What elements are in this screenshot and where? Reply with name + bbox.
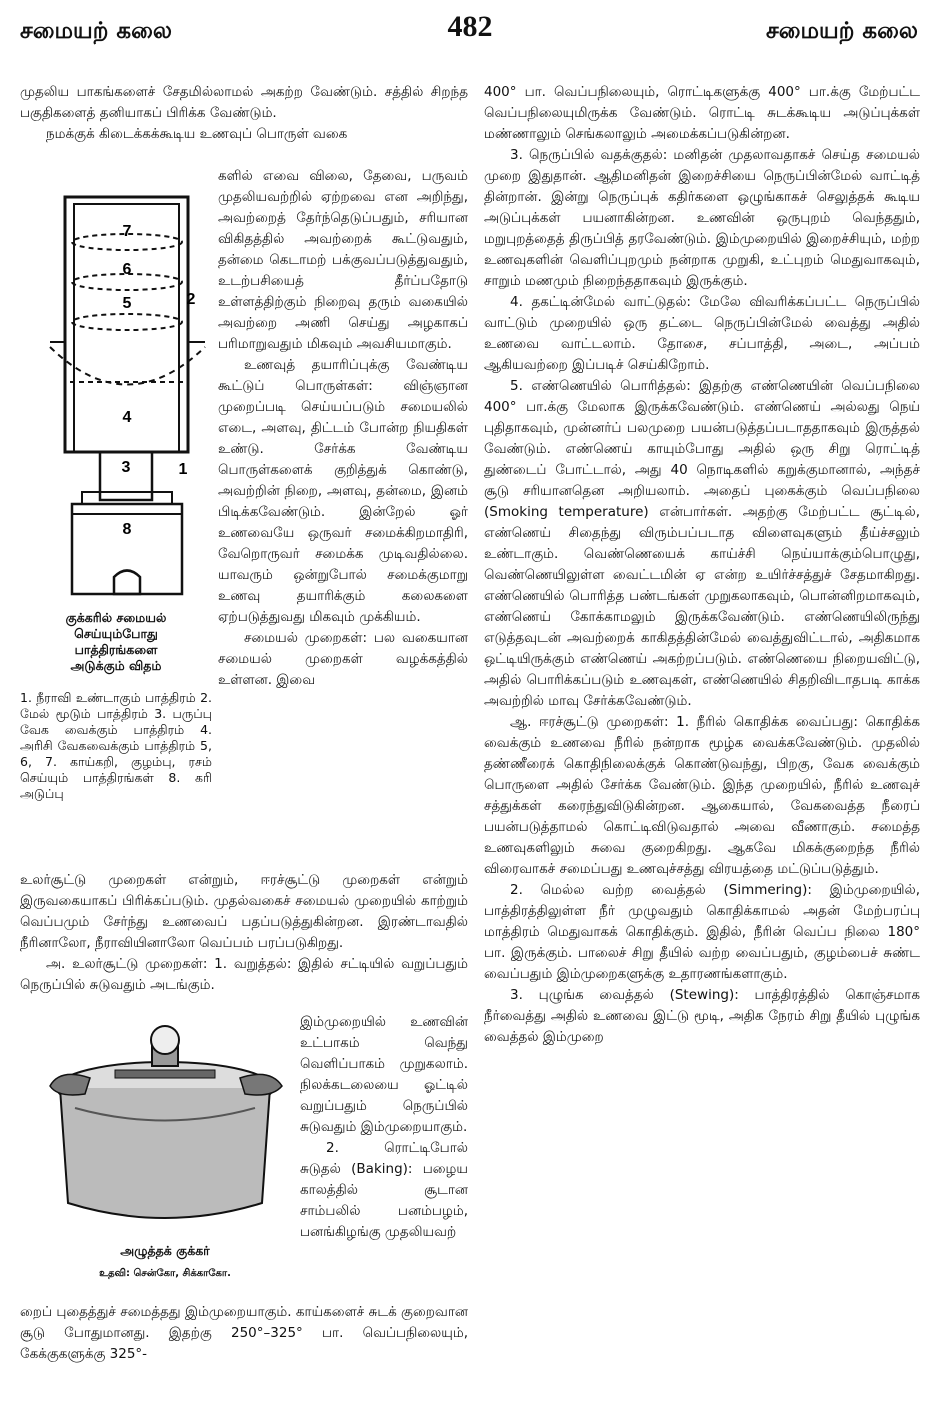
paragraph: சமையல் முறைகள்: பல வகையான சமையல் முறைகள் வழக்கத்தில் உள்ளன. இவை: [218, 630, 468, 688]
stove-opening: [114, 571, 140, 595]
left-column-bottom-text: [20, 1302, 468, 1365]
label-2: 2: [186, 291, 196, 308]
label-3: 3: [121, 459, 131, 476]
label-7: 7: [122, 223, 132, 240]
paragraph: ஆ. ஈரச்சூட்டு முறைகள்: 1. நீரில் கொதிக்க வைப்பது: கொதிக்க வைக்கும் உணவை நீரில் நன்றாக மூழ்க வைக்கவேண்டும். முதலில் தண்ணீரைக் கொதிநிலைக்குக் கொண்டுவந்து, பிறகு, வேக வைக்கும் பொருளை அதில் சேர்க்க வேண்டும். இந்த முறையில், நீரில் உணவுச் சத்துக்கள் கரைந்துவிடுகின்றன. ஆகையால், வேகவைத்த நீரைப் பயன்படுத்தாமல் கொட்டிவிடுவதால் அவை வீணாகும். சமைத்த உணவுகளிலும் சுவை குறைகிறது. ஆகவே மிகக்குறைந்த நீரில் விரைவாகச் சமைப்பது உணவுச்சத்து விரயத்தை மட்டுப்படுத்தும்.: [484, 714, 920, 877]
label-1: 1: [178, 461, 188, 478]
paragraph: முதலிய பாகங்களைச் சேதமில்லாமல் அகற்ற வேண்டும். சத்தில் சிறந்த பகுதிகளைத் தனியாகப் பிரிக்க வேண்டும்.: [20, 84, 468, 121]
cooker-figure-legend: 1. நீராவி உண்டாகும் பாத்திரம் 2. மேல் மூடும் பாத்திரம் 3. பருப்பு வேக வைக்கும் பாத்திரம் 4. அரிசி வேகவைக்கும் பாத்திரம் 5, 6, 7. காய்கறி, குழம்பு, ரசம் செய்யும் பாத்திரங்கள் 8. கரி அடுப்பு: [20, 690, 212, 801]
paragraph: 400° பா. வெப்பநிலையும், ரொட்டிகளுக்கு 400° பா.க்கு மேற்பட்ட வெப்பநிலையுமிருக்க வேண்டும். ரொட்டி சுடக்கூடிய அடுப்புக்கள் மண்ணாலும் செங்கலாலும் அமைக்கப்படுகின்றன.: [484, 84, 920, 142]
paragraph: நமக்குக் கிடைக்கக்கூடிய உணவுப் பொருள் வகை: [46, 126, 348, 142]
caption-credit: உதவி: சென்கோ, சிக்காகோ.: [99, 1268, 231, 1279]
left-column-narrow-text: [218, 166, 468, 691]
running-header-left: சமையற் கலை: [20, 18, 172, 44]
paragraph: அ. உலர்சூட்டு முறைகள்: 1. வறுத்தல்: இதில் சட்டியில் வறுப்பதும் நெருப்பில் சுடுவதும் அடங்கும்.: [20, 956, 468, 993]
paragraph: உலர்சூட்டு முறைகள் என்றும், ஈரச்சூட்டு முறைகள் என்றும் இருவகையாகப் பிரிக்கப்படும். முதல்வகைச் சமையல் முறையில் காற்றும் வெப்பமும் சேர்ந்து உணவைப் பதப்படுத்துகின்றன. இரண்டாவதில் நீரினாலோ, நீராவியினாலோ வெப்பம் பரப்படுகிறது.: [20, 872, 468, 951]
label-6: 6: [122, 261, 132, 278]
cooker-stacking-diagram: [40, 182, 215, 602]
left-column-top: [20, 82, 468, 145]
charcoal-stove: [72, 504, 182, 594]
paragraph: 5. எண்ணெயில் பொரித்தல்: இதற்கு எண்ணெயின் வெப்பநிலை 400° பா.க்கு மேலாக இருக்கவேண்டும். எண்ணெய் அல்லது நெய் புதிதாகவும், முன்னர்ப் பலமுறை பயன்படுத்தப்படாததாகவும் இருத்தல் வேண்டும். எண்ணெய் காயும்போது அதில் ஒரு சிறு ரொட்டித் துண்டைப் போட்டால், அது 40 நொடிகளில் கறுக்குமானால், அந்தச் சூடு சரியானதென அறியலாம். அதைப் புகைக்கும் வெப்பநிலை (Smoking temperature) என்பார்கள். அதற்கு மேற்பட்ட சூட்டில், எண்ணெய் சிதைந்து விரும்பப்படாத விளைவுகளும் தீய்ச்சலும் உண்டாகும். வெண்ணெயைக் காய்ச்சி நெய்யாக்கும்பொழுது, வெண்ணெயிலுள்ள வைட்டமின் ஏ என்ற உயிர்ச்சத்துச் சேதமாகிறது. எண்ணெயில் பொரித்த பண்டங்கள் முறுகலாகவும், பொன்னிறமாகவும், எண்ணெய் கோக்காமலும் இருக்கவேண்டும். எண்ணெயிலிருந்து எடுத்தவுடன் அவற்றைக் காகிதத்தின்மேல் வைத்துவிட்டால், அதிகமாக ஒட்டியிருக்கும் எண்ணெய் அகற்றப்படும். எண்ணெயை நிறையவிட்டு, அதில் பொரிக்கப்படும் உணவுகள், எண்ணெயில் சிதறிவிடாதபடி காக்க அவற்றில் மாவு சேர்க்கவேண்டும்.: [484, 378, 920, 709]
paragraph: இம்முறையில் உணவின் உட்பாகம் வெந்து வெளிப்பாகம் முறுகலாம். நிலக்கடலையை ஓட்டில் வறுப்பதும் நெருப்பில் சுடுவதும் இம்முறையாகும்.: [300, 1014, 468, 1135]
pressure-cooker-caption: [40, 1242, 290, 1282]
caption-title: அழுத்தக் குக்கர்: [120, 1243, 210, 1258]
stack-rim: [72, 314, 182, 330]
paragraph: 2. ரொட்டிபோல் சுடுதல் (Baking): பழைய காலத்தில் சூடான சாம்பலில் பனம்பழம், பனங்கிழங்கு முதலியவற்: [300, 1140, 468, 1240]
label-5: 5: [122, 295, 132, 312]
cooker-figure-caption: [20, 610, 212, 674]
paragraph: 2. மெல்ல வற்ற வைத்தல் (Simmering): இம்முறையில், பாத்திரத்திலுள்ள நீர் முழுவதும் கொதிக்காமல் அதன் மேற்பரப்பு மாத்திரம் மெதுவாகக் கொதிக்கும். இதில், நீரின் வெப்ப நிலை 180° பா. இருக்கும். பாலைச் சிறு தீயில் வற்ற வைப்பதும், குழம்பைச் சுண்ட வைப்பதும் இம்முறைகளுக்கு உதாரணங்களாகும்.: [484, 882, 920, 982]
right-handle: [240, 1074, 282, 1095]
running-header-right: சமையற் கலை: [766, 18, 918, 44]
label-4: 4: [122, 409, 132, 426]
paragraph: றைப் புதைத்துச் சமைத்தது இம்முறையாகும். காய்களைச் சுடக் குறைவான சூடு போதுமானது. இதற்கு 250°–325° பா. வெப்பநிலையும், கேக்குகளுக்கு 325°-: [20, 1304, 468, 1362]
caption-line: குக்கரில் சமையல்: [65, 610, 167, 625]
page-number: 482: [447, 10, 493, 43]
caption-line: அடுக்கும் விதம்: [70, 658, 162, 673]
caption-line: பாத்திரங்களை: [74, 642, 158, 657]
gauge-dial: [151, 1026, 179, 1054]
paragraph: 3. நெருப்பில் வதக்குதல்: மனிதன் முதலாவதாகச் செய்த சமையல் முறை இதுதான். ஆதிமனிதன் இறைச்சியை நெருப்பின்மேல் வாட்டித் தின்றான். இன்று நெருப்புக் கதிர்களை ஒழுங்காகச் செலுத்தக் கூடிய அடுப்புக்கள் பயனாகின்றன. உணவின் ஒருபுறம் வெந்ததும், மறுபுறத்தைத் திருப்பித் தரவேண்டும். இம்முறையில் இறைச்சியும், மற்ற உணவுகளின் வெளிப்புறமும் நன்றாக முறுகி, உட்புறம் மெதுவாகவும், சாறும் மணமும் நிறைந்ததாகவும் இருக்கும்.: [484, 147, 920, 289]
paragraph: உணவுத் தயாரிப்புக்கு வேண்டிய கூட்டுப் பொருள்கள்: விஞ்ஞான முறைப்படி செய்யப்படும் சமையலில் எடை, அளவு, திட்டம் போன்ற நியதிகள் உண்டு. சேர்க்க வேண்டிய பொருள்களைக் குறித்துக் கொண்டு, அவற்றின் நிறை, அளவு, தன்மை, இனம் பிடிக்கவேண்டும். இன்றேல் ஓர் உணவையே ஒருவர் சமைக்கிறமாதிரி, வேறொருவர் சமைக்க முடிவதில்லை. யாவரும் ஒன்றுபோல் சமைக்குமாறு உணவு தயாரிக்கும் கலைகளை ஏற்படுத்துவது மிகவும் முக்கியம்.: [218, 357, 468, 625]
pressure-cooker-illustration: [40, 1018, 290, 1238]
left-handle: [50, 1074, 90, 1095]
paragraph: 3. புழுங்க வைத்தல் (Stewing): பாத்திரத்தில் கொஞ்சமாக நீர்வைத்து அதில் உணவை இட்டு மூடி, அதிக நேரம் சிறு தீயில் புழுங்க வைத்தல் இம்முறை: [484, 987, 920, 1045]
left-column-full-text: [20, 870, 468, 996]
paragraph: களில் எவை விலை, தேவை, பருவம் முதலியவற்றில் ஏற்றவை என அறிந்து, அவற்றைத் தேர்ந்தெடுப்பதும், சரியான விகிதத்தில் அவற்றைக் கூட்டுவதும், தன்மை கெடாமற் பக்குவப்படுத்துவதும், உடற்பசியைத் தீர்ப்பதோடு உள்ளத்திற்கும் நிறைவு தரும் வகையில் அவற்றை அணி செய்து அழகாகப் பரிமாறுவதும் மிகவும் அவசியமாகும்.: [218, 168, 468, 352]
water-vessel-rim: [82, 492, 172, 504]
caption-line: செய்யும்போது: [74, 626, 158, 641]
left-column-narrow-text-2: [300, 1012, 468, 1243]
lid-bar: [115, 1070, 215, 1078]
paragraph: 4. தகட்டின்மேல் வாட்டுதல்: மேலே விவரிக்கப்பட்ட நெருப்பில் வாட்டும் முறையில் ஒரு தட்டை நெருப்பின்மேல் வைத்து அதில் உணவை வாட்டலாம். தோசை, சப்பாத்தி, அடை, அப்பம் ஆகியவற்றை இப்படிச் செய்கிறோம்.: [484, 294, 920, 373]
label-8: 8: [122, 521, 132, 538]
right-column-text: [484, 82, 920, 1048]
pot-body: [60, 1088, 270, 1218]
